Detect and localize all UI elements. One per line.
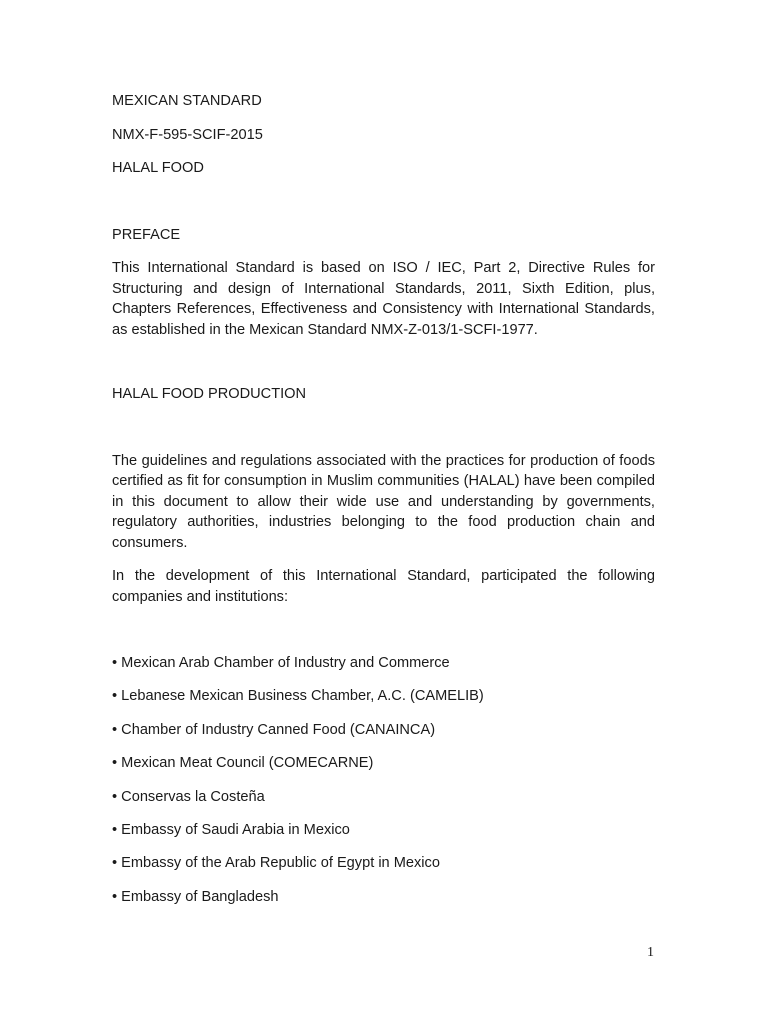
page-number: 1 [647,945,654,960]
list-item: • Embassy of Saudi Arabia in Mexico [112,821,350,838]
participants-intro: In the development of this International Standard, participated the following companies and institutions: [112,568,655,605]
standard-code: NMX-F-595-SCIF-2015 [112,126,263,143]
production-paragraph: The guidelines and regulations associated with the practices for production of foods certified as fit for consumption in Muslim communities (HALAL) have been compiled in this document to allow their wide use and understanding by governments, regulatory authorities, industries belonging to the food production chain and consumers. [112,452,655,551]
preface-paragraph: This International Standard is based on ISO / IEC, Part 2, Directive Rules for Structuring and design of International Standards, 2011, Sixth Edition, plus, Chapters References, Effectiveness and Consistency with International Standards, as established in the Mexican Standard NMX-Z-013/1-SCFI-1977. [112,260,655,338]
page-content [112,91,655,907]
list-item: • Conservas la Costeña [112,788,265,805]
list-item: • Mexican Arab Chamber of Industry and Commerce [112,655,450,671]
preface-heading: PREFACE [112,226,181,243]
list-item: • Embassy of Bangladesh [112,888,279,905]
list-item: • Embassy of the Arab Republic of Egypt in Mexico [112,855,440,872]
list-item: • Chamber of Industry Canned Food (CANAINCA) [112,721,436,738]
document-subject: HALAL FOOD [112,160,204,176]
participants-list [112,653,655,907]
standard-label: MEXICAN STANDARD [112,93,262,109]
list-item: • Mexican Meat Council (COMECARNE) [112,755,374,772]
list-item: • Lebanese Mexican Business Chamber, A.C. (CAMELIB) [112,688,484,705]
production-heading: HALAL FOOD PRODUCTION [112,386,307,402]
